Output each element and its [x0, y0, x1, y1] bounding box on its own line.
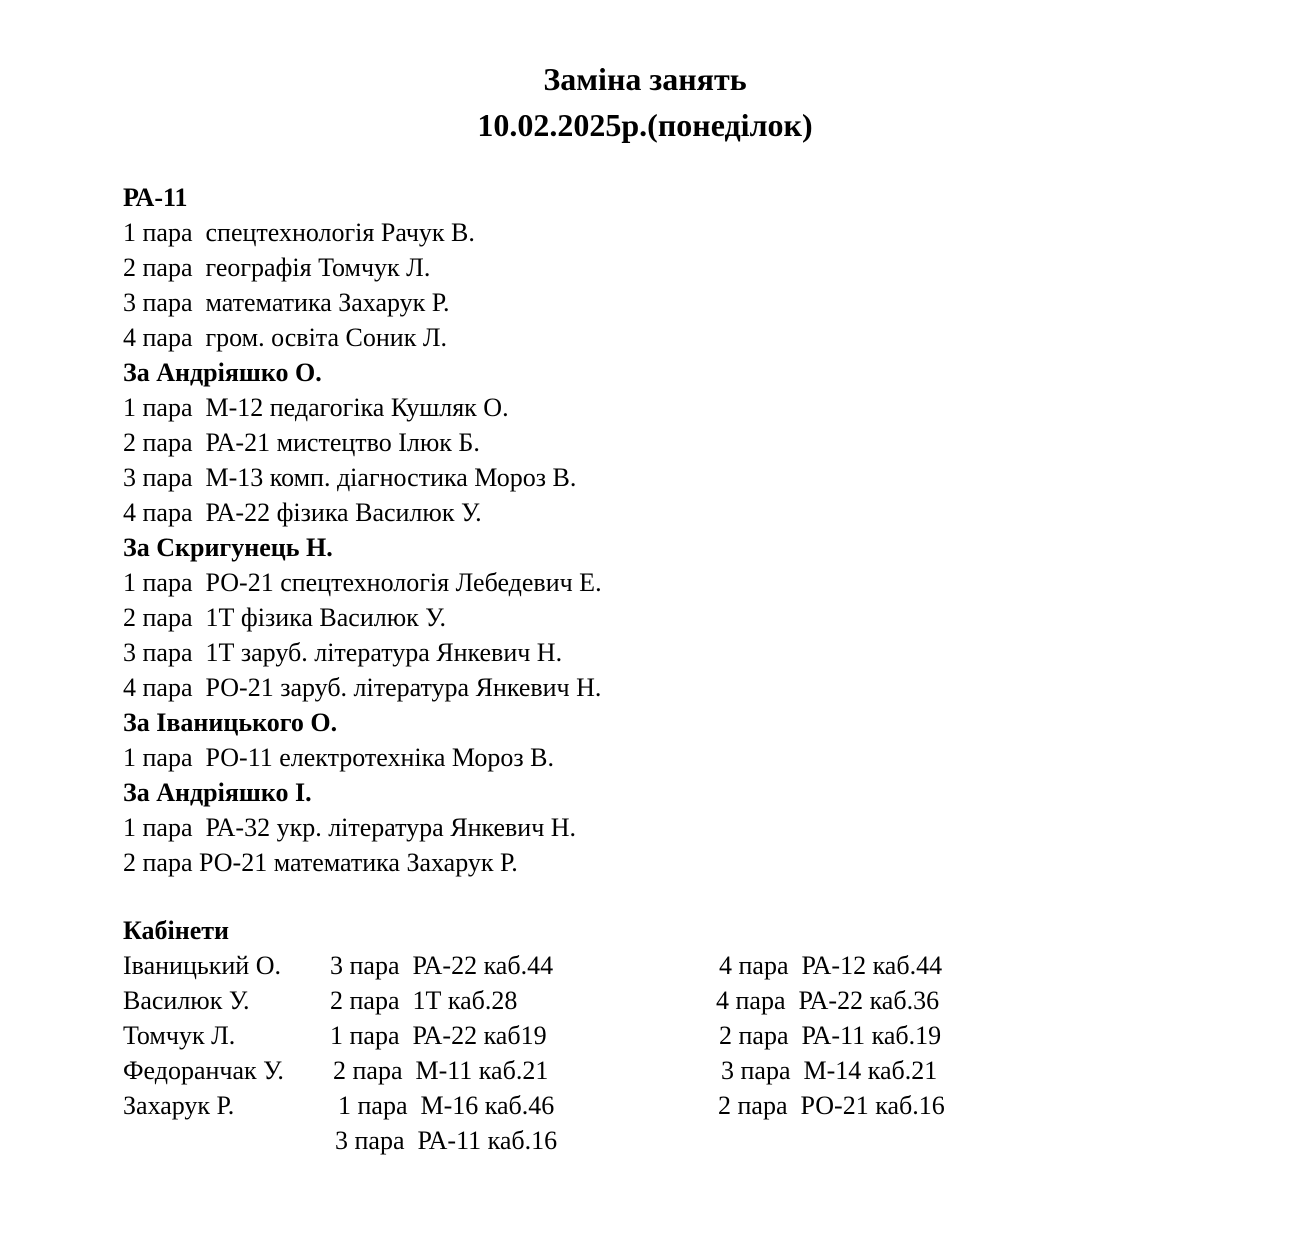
room-row	[0, 983, 1290, 1018]
room-row	[0, 1088, 1290, 1123]
document-date: 10.02.2025р.(понеділок)	[477, 107, 813, 143]
teacher-name: Федоранчак У.	[123, 1056, 284, 1085]
room-assignment: 2 пара РО-21 каб.16	[718, 1091, 945, 1120]
room-row	[0, 948, 1290, 983]
lesson-line: 2 пара 1Т фізика Василюк У.	[123, 603, 446, 632]
substitution-list	[123, 180, 602, 880]
room-assignment: 1 пара РА-22 каб19	[330, 1021, 547, 1050]
lesson-line: 3 пара математика Захарук Р.	[123, 288, 450, 317]
room-assignment: 3 пара РА-22 каб.44	[330, 951, 554, 980]
lesson-line: 1 пара М-12 педагогіка Кушляк О.	[123, 393, 509, 422]
lesson-line: 4 пара гром. освіта Соник Л.	[123, 323, 447, 352]
teacher-name: Захарук Р.	[123, 1091, 235, 1120]
lesson-line: 2 пара РО-21 математика Захарук Р.	[123, 848, 518, 877]
lesson-line: 4 пара РО-21 заруб. література Янкевич Н.	[123, 673, 602, 702]
room-assignment: 2 пара М-11 каб.21	[333, 1056, 549, 1085]
lesson-line: 4 пара РА-22 фізика Василюк У.	[123, 498, 482, 527]
lesson-line: 1 пара спецтехнологія Рачук В.	[123, 218, 475, 247]
replacement-heading: За Іваницького О.	[123, 708, 338, 737]
room-row	[0, 1018, 1290, 1053]
lesson-line: 3 пара 1Т заруб. література Янкевич Н.	[123, 638, 563, 667]
room-assignment: 1 пара М-16 каб.46	[338, 1091, 555, 1120]
room-assignment: 2 пара 1Т каб.28	[330, 986, 518, 1015]
lesson-line: 3 пара М-13 комп. діагностика Мороз В.	[123, 463, 577, 492]
group-heading: РА-11	[123, 183, 188, 212]
lesson-line: 1 пара РО-21 спецтехнологія Лебедевич Е.	[123, 568, 602, 597]
room-assignment: 3 пара РА-11 каб.16	[335, 1126, 558, 1155]
rooms-heading: Кабінети	[123, 916, 230, 945]
lesson-line: 1 пара РА-32 укр. література Янкевич Н.	[123, 813, 577, 842]
room-assignment: 4 пара РА-22 каб.36	[716, 986, 940, 1015]
lesson-line: 1 пара РО-11 електротехніка Мороз В.	[123, 743, 554, 772]
replacement-heading: За Андріяшко О.	[123, 358, 322, 387]
lesson-line: 2 пара географія Томчук Л.	[123, 253, 431, 282]
replacement-heading: За Скригунець Н.	[123, 533, 333, 562]
replacement-heading: За Андріяшко І.	[123, 778, 312, 807]
room-assignment: 2 пара РА-11 каб.19	[719, 1021, 942, 1050]
document-title: Заміна занять	[543, 61, 747, 97]
room-row	[0, 1053, 1290, 1088]
teacher-name: Василюк У.	[123, 986, 250, 1015]
lesson-line: 2 пара РА-21 мистецтво Ілюк Б.	[123, 428, 480, 457]
teacher-name: Іваницький О.	[123, 951, 281, 980]
room-assignment: 4 пара РА-12 каб.44	[719, 951, 943, 980]
room-row	[0, 1123, 1290, 1158]
room-assignment: 3 пара М-14 каб.21	[721, 1056, 938, 1085]
teacher-name: Томчук Л.	[123, 1021, 236, 1050]
